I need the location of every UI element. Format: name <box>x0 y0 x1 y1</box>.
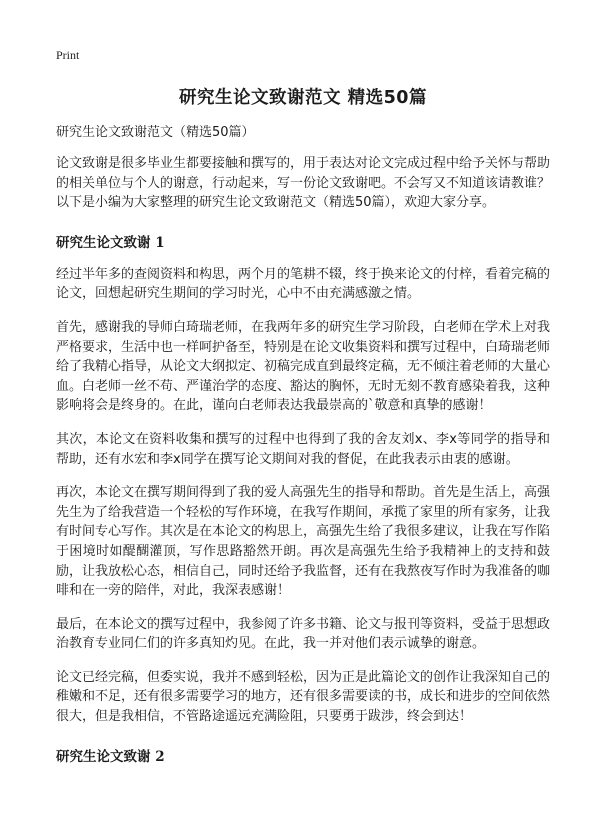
page-title: 研究生论文致谢范文 精选50篇 <box>179 88 427 108</box>
document-subtitle: 研究生论文致谢范文（精选50篇） <box>56 125 255 140</box>
section-1-paragraph-2: 首先，感谢我的导师白琦瑞老师，在我两年多的研究生学习阶段，白老师在学术上对我严格要求，生活中也一样呵护备至，特别是在论文收集资料和撰写过程中，白琦瑞老师给了我精心指导，从论文大纲拟定、初稿完成直到最终定稿，无不倾注着老师的大量心血。白老师一丝不苟、严谨治学的态度、豁达的胸怀，无时无刻不教育感染着我，这种影响将会是终身的。在此，谨向白老师表达我最崇高的`敬意和真挚的感谢！ <box>56 319 551 414</box>
section-heading-2: 研究生论文致谢 2 <box>56 748 165 765</box>
section-1-paragraph-4: 再次，本论文在撰写期间得到了我的爱人高强先生的指导和帮助。首先是生活上，高强先生为了给我营造一个轻松的写作环境，在我写作期间，承揽了家里的所有家务，让我有时间专心写作。其次是在本论文的构思上，高强先生给了我很多建议，让我在写作陷于困境时如醍醐灌顶，写作思路豁然开朗。再次是高强先生给予我精神上的支持和鼓励，让我放松心态，相信自己，同时还给予我监督，还有在我熬夜写作时为我准备的咖啡和在一旁的陪伴，对此，我深表感谢！ <box>56 485 551 599</box>
section-heading-1: 研究生论文致谢 1 <box>56 234 165 251</box>
section-1-paragraph-6: 论文已经完稿，但委实说，我并不感到轻松，因为正是此篇论文的创作让我深知自己的稚嫩和不足，还有很多需要学习的地方，还有很多需要读的书，成长和进步的空间依然很大，但是我相信，不管路途遥远充满险阻，只要勇于跋涉，终会到达！ <box>56 669 551 725</box>
section-1-paragraph-1: 经过半年多的查阅资料和构思，两个月的笔耕不辍，终于换来论文的付梓，看着完稿的论文，回想起研究生期间的学习时光，心中不由充满感激之情。 <box>56 266 551 302</box>
print-label[interactable]: Print <box>56 48 80 62</box>
intro-paragraph: 论文致谢是很多毕业生都要接触和撰写的，用于表达对论文完成过程中给予关怀与帮助的相关单位与个人的谢意，行动起来，写一份论文致谢吧。不会写又不知道该请教谁？以下是小编为大家整理的研究生论文致谢范文（精选50篇），欢迎大家分享。 <box>56 156 551 211</box>
section-1-paragraph-5: 最后，在本论文的撰写过程中，我参阅了许多书籍、论文与报刊等资料，受益于思想政治教育专业同仁们的许多真知灼见。在此，我一并对他们表示诚挚的谢意。 <box>56 616 551 652</box>
section-1-paragraph-3: 其次，本论文在资料收集和撰写的过程中也得到了我的舍友刘x、李x等同学的指导和帮助，还有水宏和李x同学在撰写论文期间对我的督促，在此我表示由衷的感谢。 <box>56 431 550 467</box>
